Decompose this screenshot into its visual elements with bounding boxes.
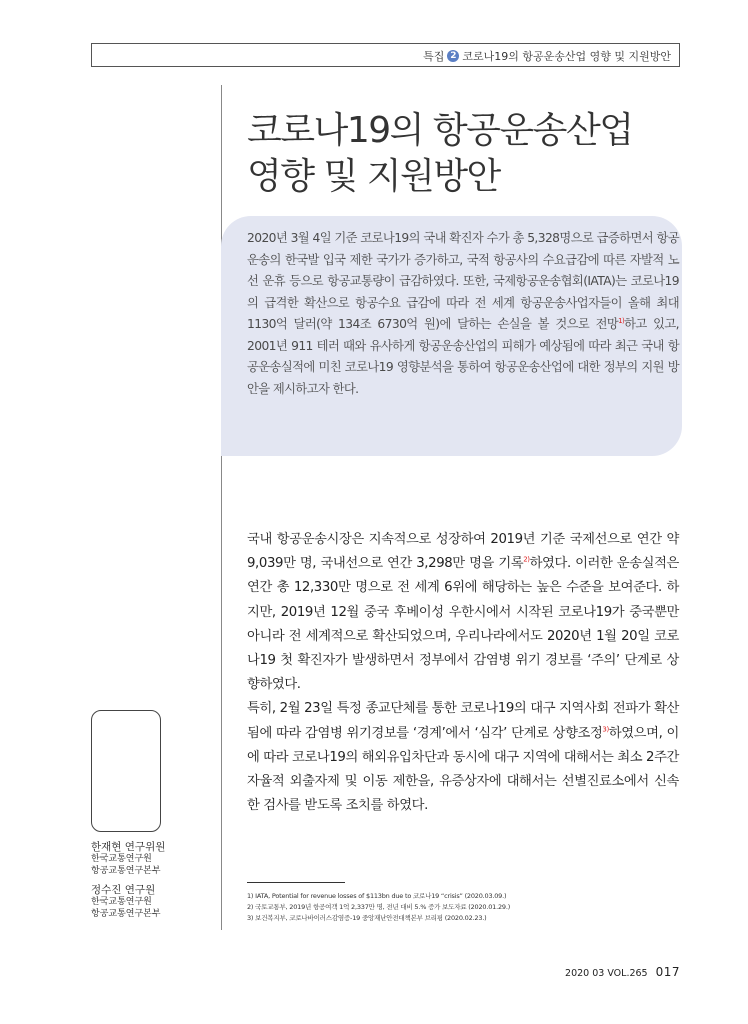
body-paragraph-1-part-2: 하였다. 이러한 운송실적은 연간 총 12,330만 명으로 전 세계 6위에 해당하는 높은 수준을 보여준다. 하지만, 2019년 12월 중국 후베이성 우한시에서 시작된 코로나19가 중국뿐만 아니라 전 세계적으로 확산되었으며, 우리나라에서도 2020년 1월 20일 코로나19 첫 확진자가 발생하면서 정부에서 감염병 위기 경보를 ‘주의’ 단계로 상향하였다. [247,556,680,693]
author-photo-frame [91,710,161,832]
footnotes [247,891,679,924]
footnote-2: 2) 국토교통부, 2019년 항공여객 1억 2,337만 명, 전년 대비 5.% 증가 보도자료 (2020.01.29.) [247,903,511,911]
author-2-dept: 항공교통연구본부 [91,908,161,919]
body-paragraph-2-part-2: 하였으며, 이에 따라 코로나19의 해외유입차단과 동시에 대구 지역에 대해서는 최소 2주간 자율적 외출자제 및 이동 제한을, 유증상자에 대해서는 선별진료소에서 신속한 검사를 받도록 조치를 하였다. [247,725,679,814]
footnote-divider [247,882,345,883]
abstract-text-part-1: 2020년 3월 4일 기준 코로나19의 국내 확진자 수가 총 5,328명으로 급증하면서 항공운송의 한국발 입국 제한 국가가 증가하고, 국적 항공사의 수요급감에 따른 자발적 노선 운휴 등으로 항공교통량이 급감하였다. 또한, 국제항공운송협회(IATA)는 코로나19의 급격한 확산으로 항공수요 급감에 따라 전 세계 항공운송사업자들이 올해 최대 1130억 달러(약 134조 6730억 원)에 달하는 손실을 볼 것으로 전망 [247,231,679,331]
body-paragraph-2 [247,697,679,818]
author-2 [91,883,211,920]
body-paragraph-2-part-1: 특히, 2월 23일 특정 종교단체를 통한 코로나19의 대구 지역사회 전파가 확산됨에 따라 감염병 위기경보를 ‘경계’에서 ‘심각’ 단계로 상향조정 [247,701,679,741]
vertical-rule [221,85,222,930]
page-footer [565,965,680,979]
footnote-ref-1[interactable]: 1) [618,316,625,325]
section-number-badge: 2 [447,50,459,62]
author-1-title: 연구위원 [124,841,166,853]
author-1-name: 한재현 [91,841,122,853]
footnote-ref-2[interactable]: 2) [523,555,530,564]
article-title [247,108,633,200]
abstract-text [247,228,679,400]
page-number: 017 [655,965,680,979]
issue-label: 2020 03 VOL.265 [565,968,648,979]
header-topic: 코로나19의 항공운송산업 영향 및 지원방안 [462,50,671,63]
footnote-1: 1) IATA, Potential for revenue losses of $113bn due to 코로나19 “crisis” (2020.03.09.) [247,892,507,900]
body-paragraph-1 [247,528,679,697]
title-line-1: 코로나19의 항공운송산업 [247,110,633,151]
footnote-ref-3[interactable]: 3) [602,725,609,734]
body-paragraph-1-part-1: 국내 항공운송시장은 지속적으로 성장하여 2019년 기준 국제선으로 연간 약 9,039만 명, 국내선으로 연간 3,298만 명을 기록 [247,532,679,572]
author-2-title: 연구원 [124,884,156,896]
abstract-text-part-2: 하고 있고, 2001년 911 테러 때와 유사하게 항공운송산업의 피해가 예상됨에 따라 최근 국내 항공운송실적에 미친 코로나19 영향분석을 통하여 항공운송산업에 대한 정부의 지원 방안을 제시하고자 한다. [247,317,679,396]
section-label: 특집 [423,50,445,63]
author-1-dept: 항공교통연구본부 [91,865,161,876]
author-info [91,840,211,926]
author-2-org: 한국교통연구원 [91,897,152,907]
running-header-text [423,48,671,64]
author-1-org: 한국교통연구원 [91,854,152,864]
author-1-heading [91,840,211,854]
author-1 [91,840,211,877]
footnote-3: 3) 보건복지부, 코로나바이러스감염증-19 중앙재난안전대책본부 브리핑 (2020.02.23.) [247,914,487,922]
author-2-name: 정수진 [91,884,122,896]
title-line-2: 영향 및 지원방안 [247,156,500,197]
article-body [247,528,679,818]
running-header [91,43,680,67]
author-2-heading [91,883,211,897]
